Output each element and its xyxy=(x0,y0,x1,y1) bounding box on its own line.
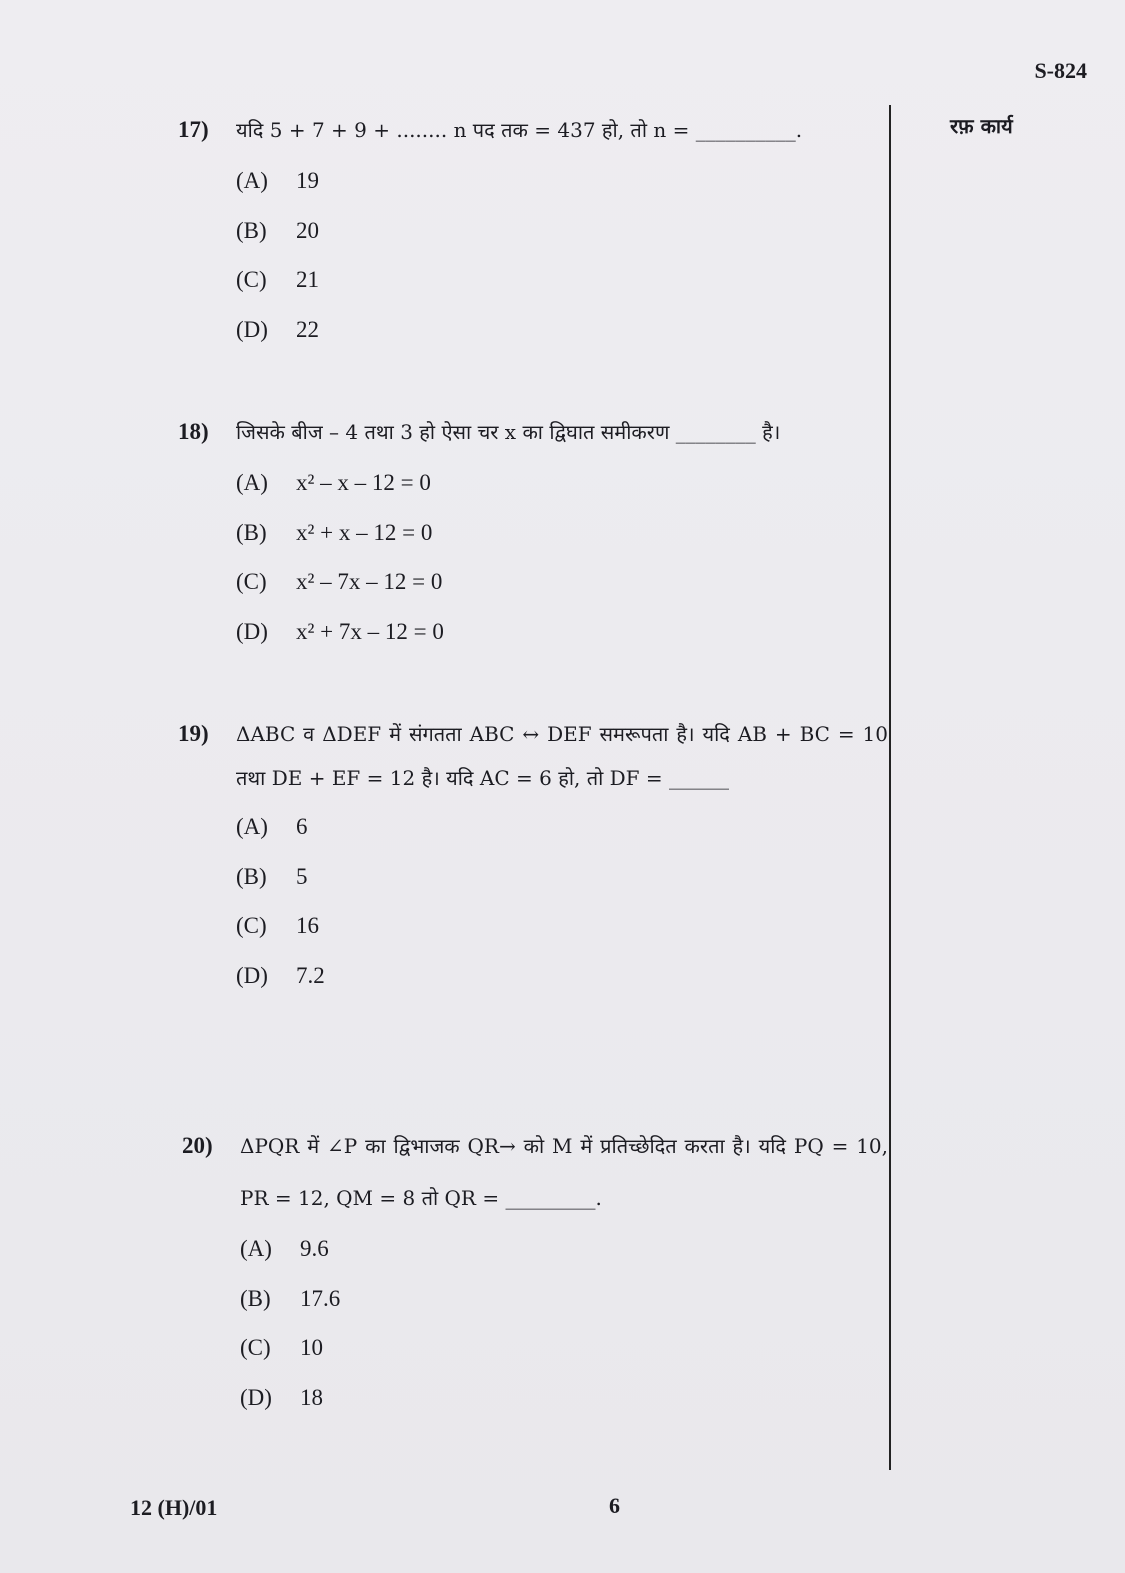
question-19 xyxy=(178,712,888,1000)
option-a: (A) 19 xyxy=(236,168,319,193)
paper-code-header: S-824 xyxy=(1034,58,1087,83)
option-b: (B) 17.6 xyxy=(240,1285,341,1311)
question-number: 17) xyxy=(178,117,209,142)
option-d: (D) 18 xyxy=(240,1384,323,1410)
option-b: (B) x² + x – 12 = 0 xyxy=(236,519,433,545)
option-b: (B) 5 xyxy=(236,863,308,889)
page-number: 6 xyxy=(609,1493,620,1518)
question-text: यदि 5 + 7 + 9 + ........ n पद तक = 437 हो, तो n = __________. xyxy=(236,118,803,142)
option-a: (A) x² – x – 12 = 0 xyxy=(236,470,431,495)
question-18 xyxy=(178,410,888,656)
question-text: ΔPQR में ∠P का द्विभाजक QR→ को M में प्रतिच्छेदित करता है। यदि PQ = 10, PR = 12, QM = 8 तो QR = _________. xyxy=(240,1134,888,1210)
option-d: (D) 7.2 xyxy=(236,962,325,988)
option-c: (C) 16 xyxy=(236,913,319,938)
question-text: ΔABC व ΔDEF में संगतता ABC ↔ DEF समरूपता है। यदि AB + BC = 10 तथा DE + EF = 12 है। यदि AC = 6 हो, तो DF = ______ xyxy=(236,722,888,790)
question-number: 18) xyxy=(178,419,209,444)
footer-paper-code: 12 (H)/01 xyxy=(130,1495,218,1520)
option-d: (D) x² + 7x – 12 = 0 xyxy=(236,618,444,644)
option-b: (B) 20 xyxy=(236,217,319,243)
option-c: (C) x² – 7x – 12 = 0 xyxy=(236,569,443,594)
rough-work-label: रफ़ कार्य xyxy=(950,114,1013,138)
question-number: 19) xyxy=(178,721,209,746)
question-17 xyxy=(178,108,888,354)
option-c: (C) 10 xyxy=(240,1335,323,1360)
option-a: (A) 9.6 xyxy=(240,1236,329,1261)
option-c: (C) 21 xyxy=(236,267,319,292)
question-20 xyxy=(182,1120,888,1422)
option-a: (A) 6 xyxy=(236,814,308,839)
question-number: 20) xyxy=(182,1133,213,1158)
question-text: जिसके बीज – 4 तथा 3 हो ऐसा चर x का द्विघात समीकरण ________ है। xyxy=(236,420,781,444)
option-d: (D) 22 xyxy=(236,316,319,342)
rough-work-divider xyxy=(889,105,891,1470)
